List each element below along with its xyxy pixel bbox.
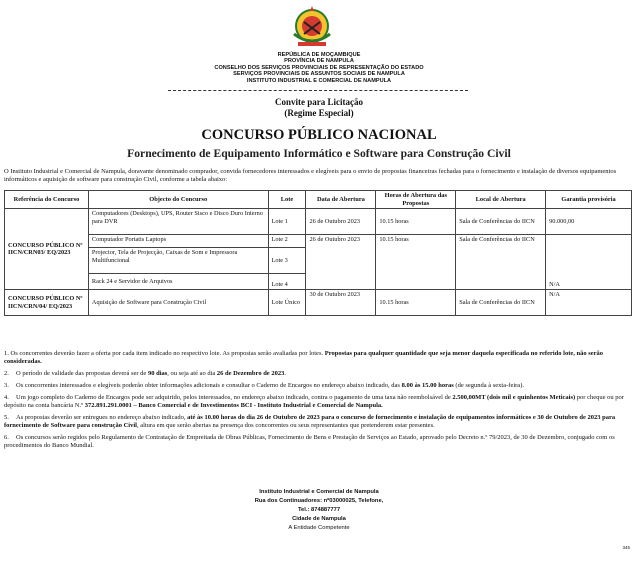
government-header (0, 52, 638, 84)
list-item (4, 414, 632, 430)
note-number: 3. (4, 382, 9, 389)
table-cell: Sala de Conferências do IICN (456, 209, 546, 235)
table-cell: N/A (546, 235, 632, 290)
gov-line: INSTITUTO INDUSTRIAL E COMERCIAL DE NAMPULA (246, 77, 392, 84)
table-cell: Lote 1 (268, 209, 306, 235)
note-number: 2. (4, 370, 9, 377)
table-cell: 26 de Outubro 2023 (306, 209, 376, 235)
note-text: (de segunda à sexta-feira). (453, 382, 524, 389)
column-header: Objecto do Concurso (88, 191, 268, 209)
list-item: 2. O período de validade das propostas deverá ser de 90 dias, ou seja até ao dia 26 de Dezembro de 2023. (4, 370, 286, 377)
list-item (4, 350, 632, 366)
note-text: Um jogo completo do Caderno de Encargos pode ser adquirido, pelos interessados, no endereço abaixo indicado, contra o pagamento de uma taxa não reembolsável de (16, 394, 453, 401)
intro-paragraph: O Instituto Industrial e Comercial de Nampula, doravante denominado comprador, convida fornecedores interessados e elegíveis para o envio de propostas financeiras fechadas para o fornecimento e instalação de diversos equipamentos informáticos e aquisição de software para construção Civil, conforme a tabela abaixo: (4, 168, 617, 184)
note-emphasis: 2.500,00MT (dois mil e quinhentos Meticais) (452, 394, 576, 401)
tender-reference: CONCURSO PÚBLICO Nº IICN/CRN03/ EQ/2023 (5, 209, 89, 290)
note-emphasis: 90 dias (147, 370, 168, 377)
table-cell: 10.15 horas (376, 290, 456, 316)
table-row (5, 290, 632, 316)
tender-table (4, 190, 632, 316)
column-header: Local de Abertura (456, 191, 546, 209)
table-cell: 10.15 horas (376, 209, 456, 235)
org-phone: Tel.: 874887777 (297, 507, 341, 513)
note-number: 5. (4, 414, 9, 421)
note-emphasis: 372.891.291.0001 – Banco Comercial e de Investimentos BCI - Instituto Industrial e Comercial de Nampula. (84, 402, 383, 409)
table-row (5, 209, 632, 235)
table-cell: Lote 3 (268, 248, 306, 274)
note-text: Os concorrentes interessados e elegíveis poderão obter informações adicionais e consultar o Caderno de Encargos no endereço abaixo indicado, das (16, 382, 402, 389)
list-item (4, 382, 632, 390)
page-title: CONCURSO PÚBLICO NACIONAL (201, 127, 437, 143)
note-text: por cheque ou por depósito na conta bancária N.º (4, 394, 624, 409)
table-cell: 26 de Outubro 2023 (306, 235, 376, 290)
conditions-list (4, 350, 632, 454)
table-cell: Lote 2 (268, 235, 306, 248)
invitation-title: Convite para Licitação (275, 97, 363, 107)
column-header: Data de Abertura (306, 191, 376, 209)
table-cell: Computador Portatis Laptops (88, 235, 268, 248)
list-item (4, 434, 632, 450)
reference-code: 345 (622, 545, 630, 550)
gov-line: PROVÍNCIA DE NAMPULA (284, 58, 354, 65)
table-cell: Sala de Conferências do IICN (456, 290, 546, 316)
org-name: Instituto Industrial e Comercial de Nampula (259, 489, 379, 495)
org-city: Cidade de Nampula (292, 516, 346, 522)
page-subtitle: Fornecimento de Equipamento Informático e Software para Construção Civil (127, 147, 511, 160)
note-text: , ou seja até ao dia (167, 370, 217, 377)
gov-line: REPÚBLICA DE MOÇAMBIQUE (277, 52, 361, 58)
note-emphasis: 8.00 às 15.00 horas (401, 382, 454, 389)
table-cell: 10.15 horas (376, 235, 456, 290)
note-number: 4. (4, 394, 9, 401)
invitation-heading (0, 97, 638, 119)
column-header: Horas de Abertura das Propostas (376, 191, 456, 209)
note-emphasis: 26 de Dezembro de 2023 (216, 370, 285, 377)
table-cell: Projector, Tela de Projecção, Caixas de Som e Impressora Multifuncional (88, 248, 268, 274)
table-cell: Computadores (Desktops), UPS, Router Sisco e Disco Duro Interno para DVR (88, 209, 268, 235)
table-cell: Aquisição de Software para Construção Civil (88, 290, 268, 316)
column-header: Garantia provisória (546, 191, 632, 209)
competent-entity: A Entidade Competente (288, 525, 350, 531)
table-cell: Sala de Conferências do IICN (456, 235, 546, 290)
table-cell: Rack 24 e Servidor de Arquivos (88, 274, 268, 290)
note-emphasis: Propostas para qualquer quantidade que seja menor daquela especificada no referido lote, não serão consideradas. (4, 350, 604, 365)
note-text: 1. Os concorrentes deverão fazer a oferta por cada item indicado no respectivo lote. As propostas serão avaliadas por lotes. (4, 350, 325, 357)
regime-label: (Regime Especial) (284, 108, 354, 118)
table-header-row (5, 191, 632, 209)
tender-reference: CONCURSO PÚBLICO Nº IICN/CRN/04/ EQ/2023 (5, 290, 89, 316)
note-emphasis: até às 10.00 horas do dia 26 de Outubro de 2023 para o concurso de fornecimento e instalação de equipamentos informáticos e 30 de Outubro de 2023 para fornecimento de Software para construção Civil (4, 414, 616, 429)
divider (168, 90, 468, 91)
list-item (4, 394, 632, 410)
column-header: Referência do Concurso (5, 191, 89, 209)
org-address: Rua dos Continuadores: nº03000025, Telefone, (254, 498, 384, 504)
note-number: 6. (4, 434, 9, 441)
table-cell: 90.000,00 (546, 209, 632, 235)
table-row (5, 235, 632, 248)
note-text: Os concursos serão regidos pelo Regulamento de Contratação de Empreitada de Obras Públicas, Fornecimento de Bens e Prestação de Serviços ao Estado, aprovado pelo Decreto n.º 79/2023, de 30 de Dezembro, conjugado com os procedimentos do Banco Mundial. (4, 434, 615, 449)
table-cell: Lote 4 (268, 274, 306, 290)
note-text: O período de validade das propostas deverá ser de (16, 370, 148, 377)
table-cell: 30 de Outubro 2023 (306, 290, 376, 316)
table-cell: N/A (546, 290, 632, 316)
mozambique-emblem-icon (288, 4, 336, 48)
column-header: Lote (268, 191, 306, 209)
signature-block (0, 488, 638, 533)
gov-line: SERVIÇOS PROVINCIAIS DE ASSUNTOS SOCIAIS DE NAMPULA (233, 71, 405, 78)
gov-line: CONSELHO DOS SERVIÇOS PROVINCIAIS DE REPRESENTAÇÃO DO ESTADO (214, 64, 424, 71)
note-text: , altura em que serão abertas na presença dos concorrentes ou seus representantes que pretenderem estar presentes. (136, 422, 435, 429)
table-cell: Lote Único (268, 290, 306, 316)
note-text: As propostas deverão ser entregues no endereço abaixo indicado, (16, 414, 188, 421)
